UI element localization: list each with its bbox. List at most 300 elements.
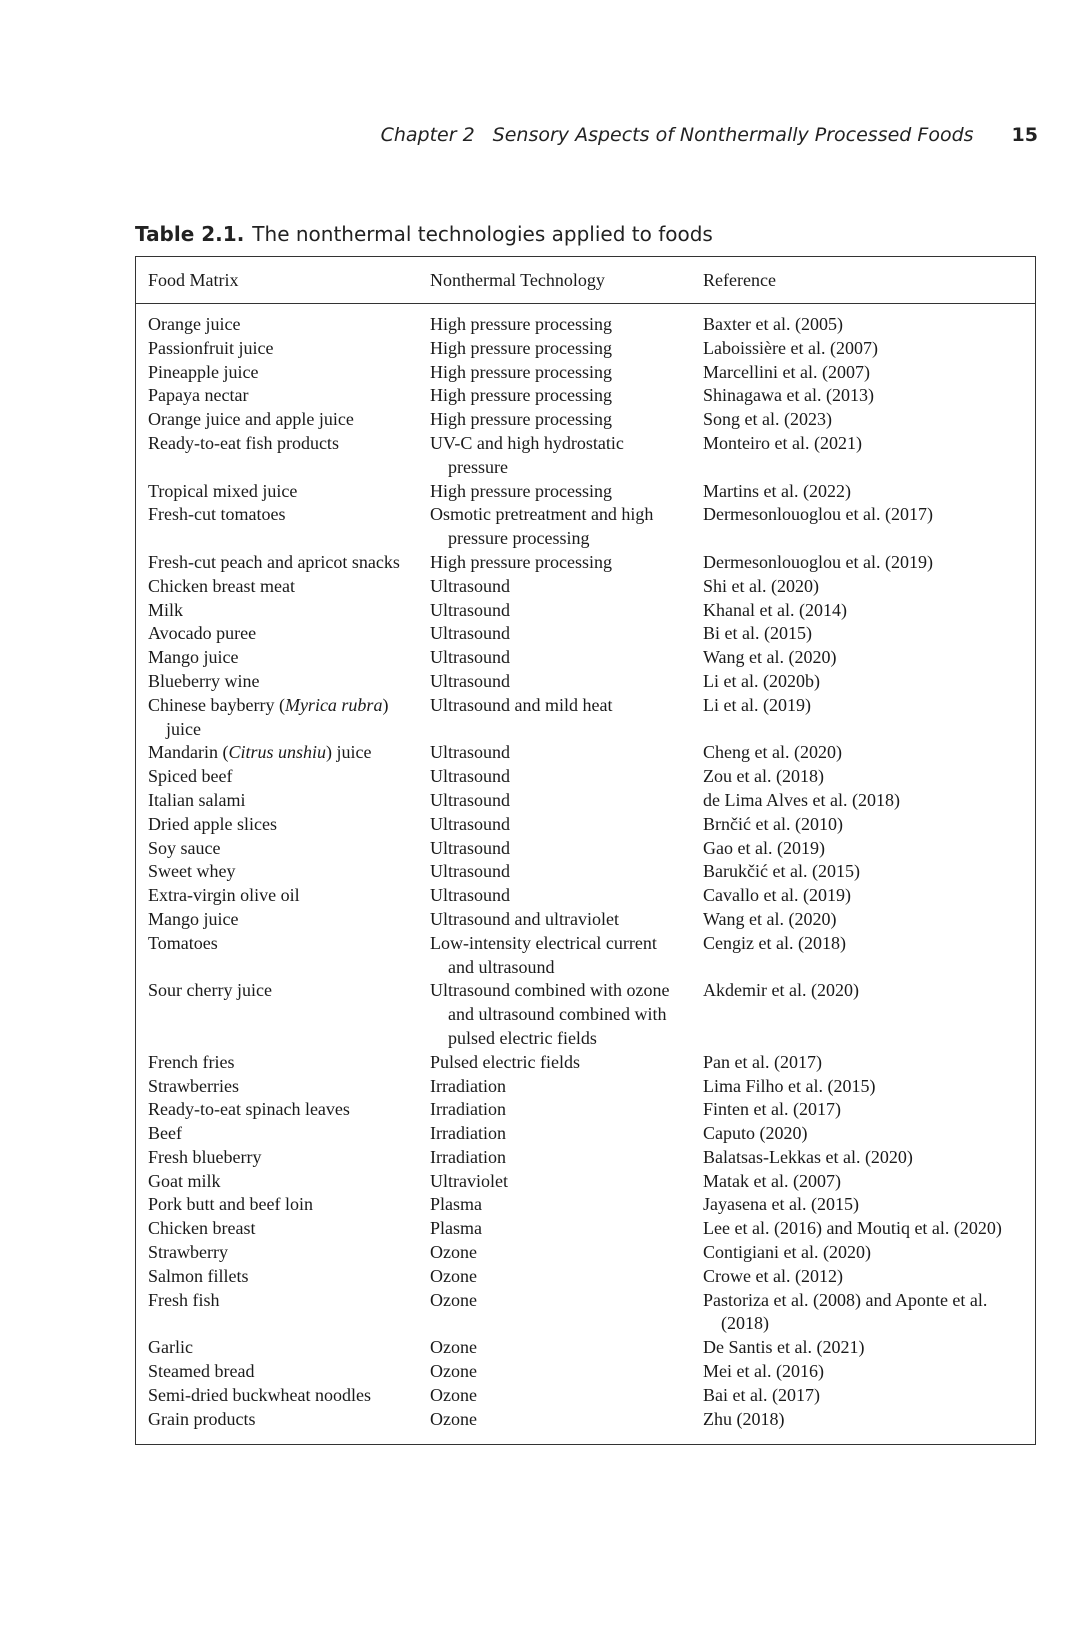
- food-matrix-cell: [136, 932, 430, 980]
- food-matrix-cell: [136, 813, 430, 837]
- reference-cell: [703, 932, 1035, 980]
- header-food-matrix: Food Matrix: [148, 269, 239, 290]
- chapter-label: Chapter 2: [380, 124, 475, 146]
- cell-line: Cengiz et al. (2018): [703, 932, 846, 953]
- food-matrix-cell: [136, 408, 430, 432]
- cell-line: Low-intensity electrical current: [430, 932, 657, 953]
- reference-cell: [703, 979, 1035, 1050]
- cell-line: Shinagawa et al. (2013): [703, 385, 874, 406]
- table-row: [136, 575, 1035, 599]
- table-row: [136, 551, 1035, 575]
- cell-line: Pulsed electric fields: [430, 1051, 580, 1072]
- cell-line: Cavallo et al. (2019): [703, 885, 851, 906]
- cell-line: Brnčić et al. (2010): [703, 813, 843, 834]
- technology-cell: [430, 1408, 703, 1432]
- cell-line: Grain products: [148, 1408, 256, 1429]
- cell-line: Chinese bayberry (Myrica rubra): [148, 694, 389, 715]
- food-matrix-cell: [136, 908, 430, 932]
- cell-line: Irradiation: [430, 1075, 506, 1096]
- cell-line: pressure: [448, 456, 508, 477]
- cell-line: Contigiani et al. (2020): [703, 1242, 871, 1263]
- cell-line: Orange juice and apple juice: [148, 409, 354, 430]
- cell-line: Ultrasound combined with ozone: [430, 980, 670, 1001]
- reference-cell: [703, 1217, 1035, 1241]
- food-matrix-cell: [136, 1384, 430, 1408]
- cell-line: Beef: [148, 1123, 182, 1144]
- table-row: [136, 1336, 1035, 1360]
- food-matrix-cell: [136, 1289, 430, 1337]
- technology-cell: [430, 860, 703, 884]
- technology-cell: [430, 979, 703, 1050]
- cell-line: Mandarin (Citrus unshiu) juice: [148, 742, 372, 763]
- cell-line: Laboissière et al. (2007): [703, 337, 878, 358]
- food-matrix-cell: [136, 1336, 430, 1360]
- cell-line: Ozone: [430, 1265, 477, 1286]
- technology-cell: [430, 503, 703, 551]
- technology-cell: [430, 813, 703, 837]
- cell-line: Ozone: [430, 1408, 477, 1429]
- reference-cell: [703, 1075, 1035, 1099]
- cell-line: Akdemir et al. (2020): [703, 980, 859, 1001]
- reference-cell: [703, 432, 1035, 480]
- table-row: [136, 622, 1035, 646]
- technology-cell: [430, 361, 703, 385]
- reference-cell: [703, 646, 1035, 670]
- table-row: [136, 1122, 1035, 1146]
- food-matrix-cell: [136, 1122, 430, 1146]
- technology-cell: [430, 908, 703, 932]
- table-row: [136, 670, 1035, 694]
- cell-line: Crowe et al. (2012): [703, 1265, 843, 1286]
- technology-cell: [430, 1217, 703, 1241]
- technology-cell: [430, 575, 703, 599]
- cell-line: UV-C and high hydrostatic: [430, 432, 624, 453]
- cell-line: de Lima Alves et al. (2018): [703, 789, 900, 810]
- cell-line: Irradiation: [430, 1123, 506, 1144]
- cell-line: Khanal et al. (2014): [703, 599, 847, 620]
- cell-line: Strawberries: [148, 1075, 239, 1096]
- food-matrix-cell: [136, 384, 430, 408]
- reference-cell: [703, 670, 1035, 694]
- technology-cell: [430, 646, 703, 670]
- reference-cell: [703, 408, 1035, 432]
- technology-cell: [430, 670, 703, 694]
- table-row: [136, 432, 1035, 480]
- reference-cell: [703, 908, 1035, 932]
- reference-cell: [703, 575, 1035, 599]
- cell-line: Ultrasound: [430, 623, 510, 644]
- cell-line: Pineapple juice: [148, 361, 259, 382]
- cell-line: Irradiation: [430, 1099, 506, 1120]
- cell-line: High pressure processing: [430, 551, 612, 572]
- cell-line: Wang et al. (2020): [703, 908, 837, 929]
- cell-line: Sour cherry juice: [148, 980, 272, 1001]
- technology-cell: [430, 932, 703, 980]
- cell-line: Caputo (2020): [703, 1123, 808, 1144]
- header-nonthermal-technology: Nonthermal Technology: [430, 269, 605, 290]
- technology-cell: [430, 1051, 703, 1075]
- reference-cell: [703, 622, 1035, 646]
- reference-cell: [703, 1051, 1035, 1075]
- cell-line: High pressure processing: [430, 337, 612, 358]
- technology-cell: [430, 789, 703, 813]
- reference-cell: [703, 503, 1035, 551]
- food-matrix-cell: [136, 646, 430, 670]
- technology-cell: [430, 1170, 703, 1194]
- cell-line: Steamed bread: [148, 1361, 255, 1382]
- table-row: [136, 789, 1035, 813]
- table-caption: [135, 222, 713, 246]
- cell-line: Gao et al. (2019): [703, 837, 825, 858]
- technology-cell: [430, 1289, 703, 1337]
- table-row: [136, 932, 1035, 980]
- cell-line: Plasma: [430, 1218, 482, 1239]
- cell-line: Goat milk: [148, 1170, 221, 1191]
- cell-line: Song et al. (2023): [703, 409, 832, 430]
- cell-line: Ultrasound: [430, 837, 510, 858]
- cell-line: Balatsas-Lekkas et al. (2020): [703, 1146, 913, 1167]
- cell-line: Marcellini et al. (2007): [703, 361, 870, 382]
- cell-line: Wang et al. (2020): [703, 647, 837, 668]
- cell-line: Lee et al. (2016) and Moutiq et al. (2020): [703, 1218, 1002, 1239]
- food-matrix-cell: [136, 979, 430, 1050]
- table-row: [136, 765, 1035, 789]
- food-matrix-cell: [136, 1051, 430, 1075]
- cell-line: Sweet whey: [148, 861, 236, 882]
- technology-cell: [430, 313, 703, 337]
- table-row: [136, 361, 1035, 385]
- cell-line: Plasma: [430, 1194, 482, 1215]
- data-table: [135, 256, 1036, 1445]
- cell-line: Osmotic pretreatment and high: [430, 504, 654, 525]
- food-matrix-cell: [136, 1193, 430, 1217]
- cell-line: Spiced beef: [148, 766, 233, 787]
- reference-cell: [703, 551, 1035, 575]
- cell-line: Baxter et al. (2005): [703, 314, 843, 334]
- food-matrix-cell: [136, 1408, 430, 1432]
- cell-line: Ultrasound: [430, 766, 510, 787]
- cell-line: Zhu (2018): [703, 1408, 785, 1429]
- cell-line: Ultrasound and ultraviolet: [430, 908, 619, 929]
- cell-line: Tomatoes: [148, 932, 218, 953]
- reference-cell: [703, 1336, 1035, 1360]
- cell-line: Bi et al. (2015): [703, 623, 812, 644]
- cell-line: French fries: [148, 1051, 235, 1072]
- technology-cell: [430, 837, 703, 861]
- cell-line: Ultrasound: [430, 575, 510, 596]
- reference-cell: [703, 765, 1035, 789]
- food-matrix-cell: [136, 622, 430, 646]
- food-matrix-cell: [136, 599, 430, 623]
- table-row: [136, 599, 1035, 623]
- cell-line: Dried apple slices: [148, 813, 277, 834]
- cell-line: Fresh fish: [148, 1289, 220, 1310]
- cell-line: De Santis et al. (2021): [703, 1337, 865, 1358]
- food-matrix-cell: [136, 1217, 430, 1241]
- cell-line: High pressure processing: [430, 480, 612, 501]
- cell-line: Strawberry: [148, 1242, 228, 1263]
- cell-line: Ozone: [430, 1384, 477, 1405]
- table-row: [136, 1193, 1035, 1217]
- cell-line: (2018): [721, 1313, 769, 1334]
- technology-cell: [430, 1122, 703, 1146]
- food-matrix-cell: [136, 741, 430, 765]
- reference-cell: [703, 480, 1035, 504]
- chapter-title: Sensory Aspects of Nonthermally Processed Foods: [492, 124, 974, 146]
- cell-line: Monteiro et al. (2021): [703, 432, 862, 453]
- food-matrix-cell: [136, 503, 430, 551]
- technology-cell: [430, 480, 703, 504]
- table-row: [136, 979, 1035, 1050]
- cell-line: Martins et al. (2022): [703, 480, 851, 501]
- table-row: [136, 1098, 1035, 1122]
- reference-cell: [703, 837, 1035, 861]
- food-matrix-cell: [136, 670, 430, 694]
- cell-line: Ready-to-eat fish products: [148, 432, 339, 453]
- technology-cell: [430, 599, 703, 623]
- cell-line: Semi-dried buckwheat noodles: [148, 1384, 371, 1405]
- cell-line: Ultrasound: [430, 789, 510, 810]
- table-row: [136, 860, 1035, 884]
- table-row: [136, 1075, 1035, 1099]
- cell-line: Mango juice: [148, 647, 239, 668]
- food-matrix-cell: [136, 1170, 430, 1194]
- food-matrix-cell: [136, 575, 430, 599]
- table-header-row: [136, 257, 1035, 304]
- reference-cell: [703, 1098, 1035, 1122]
- reference-cell: [703, 337, 1035, 361]
- reference-cell: [703, 1146, 1035, 1170]
- reference-cell: [703, 1122, 1035, 1146]
- table-row: [136, 1170, 1035, 1194]
- technology-cell: [430, 1265, 703, 1289]
- food-matrix-cell: [136, 361, 430, 385]
- reference-cell: [703, 599, 1035, 623]
- technology-cell: [430, 884, 703, 908]
- reference-cell: [703, 694, 1035, 742]
- technology-cell: [430, 694, 703, 742]
- cell-line: Lima Filho et al. (2015): [703, 1075, 876, 1096]
- table-row: [136, 503, 1035, 551]
- cell-line: Mango juice: [148, 908, 239, 929]
- table-row: [136, 741, 1035, 765]
- cell-line: and ultrasound combined with: [448, 1004, 667, 1025]
- reference-cell: [703, 741, 1035, 765]
- cell-line: Italian salami: [148, 789, 246, 810]
- cell-line: Cheng et al. (2020): [703, 742, 842, 763]
- cell-line: Mei et al. (2016): [703, 1361, 824, 1382]
- running-head-chapter: [381, 124, 974, 146]
- cell-line: Ultrasound: [430, 813, 510, 834]
- cell-line: Barukčić et al. (2015): [703, 861, 860, 882]
- cell-line: High pressure processing: [430, 314, 612, 334]
- cell-line: Li et al. (2020b): [703, 670, 820, 691]
- technology-cell: [430, 384, 703, 408]
- food-matrix-cell: [136, 1098, 430, 1122]
- technology-cell: [430, 622, 703, 646]
- food-matrix-cell: [136, 480, 430, 504]
- cell-line: Chicken breast meat: [148, 575, 295, 596]
- reference-cell: [703, 1170, 1035, 1194]
- cell-line: Tropical mixed juice: [148, 480, 298, 501]
- food-matrix-cell: [136, 860, 430, 884]
- cell-line: Garlic: [148, 1337, 193, 1358]
- technology-cell: [430, 408, 703, 432]
- table-row: [136, 813, 1035, 837]
- technology-cell: [430, 1360, 703, 1384]
- cell-line: Pork butt and beef loin: [148, 1194, 313, 1215]
- cell-line: Orange juice: [148, 314, 241, 334]
- running-head: [381, 124, 1038, 146]
- reference-cell: [703, 884, 1035, 908]
- reference-cell: [703, 1360, 1035, 1384]
- table-row: [136, 837, 1035, 861]
- reference-cell: [703, 1265, 1035, 1289]
- cell-line: Li et al. (2019): [703, 694, 811, 715]
- technology-cell: [430, 765, 703, 789]
- cell-line: Ozone: [430, 1242, 477, 1263]
- cell-line: Chicken breast: [148, 1218, 256, 1239]
- table-row: [136, 1289, 1035, 1337]
- table-row: [136, 1265, 1035, 1289]
- table-row: [136, 1217, 1035, 1241]
- table-row: [136, 884, 1035, 908]
- food-matrix-cell: [136, 1360, 430, 1384]
- table-row: [136, 694, 1035, 742]
- table-row: [136, 1146, 1035, 1170]
- cell-line: Fresh blueberry: [148, 1146, 262, 1167]
- food-matrix-cell: [136, 884, 430, 908]
- cell-line: Pastoriza et al. (2008) and Aponte et al.: [703, 1289, 988, 1310]
- reference-cell: [703, 1384, 1035, 1408]
- cell-line: Soy sauce: [148, 837, 221, 858]
- page-number: 15: [1011, 124, 1038, 146]
- table-row: [136, 313, 1035, 337]
- food-matrix-cell: [136, 337, 430, 361]
- cell-line: Passionfruit juice: [148, 337, 274, 358]
- technology-cell: [430, 741, 703, 765]
- cell-line: Ready-to-eat spinach leaves: [148, 1099, 350, 1120]
- technology-cell: [430, 1384, 703, 1408]
- reference-cell: [703, 1408, 1035, 1432]
- reference-cell: [703, 1241, 1035, 1265]
- table-row: [136, 1241, 1035, 1265]
- reference-cell: [703, 1289, 1035, 1337]
- food-matrix-cell: [136, 694, 430, 742]
- reference-cell: [703, 1193, 1035, 1217]
- cell-line: Bai et al. (2017): [703, 1384, 820, 1405]
- technology-cell: [430, 1336, 703, 1360]
- technology-cell: [430, 1075, 703, 1099]
- cell-line: Fresh-cut tomatoes: [148, 504, 286, 525]
- food-matrix-cell: [136, 765, 430, 789]
- food-matrix-cell: [136, 789, 430, 813]
- table-body: [136, 304, 1035, 1431]
- table-row: [136, 908, 1035, 932]
- reference-cell: [703, 789, 1035, 813]
- technology-cell: [430, 1098, 703, 1122]
- technology-cell: [430, 1241, 703, 1265]
- cell-line: Milk: [148, 599, 184, 620]
- cell-line: Jayasena et al. (2015): [703, 1194, 859, 1215]
- table-row: [136, 408, 1035, 432]
- food-matrix-cell: [136, 551, 430, 575]
- table-row: [136, 384, 1035, 408]
- technology-cell: [430, 337, 703, 361]
- cell-line: Ultrasound: [430, 885, 510, 906]
- cell-line: Ultrasound: [430, 670, 510, 691]
- cell-line: Ultraviolet: [430, 1170, 508, 1191]
- reference-cell: [703, 384, 1035, 408]
- cell-line: Ozone: [430, 1289, 477, 1310]
- food-matrix-cell: [136, 1241, 430, 1265]
- table-row: [136, 646, 1035, 670]
- cell-line: Extra-virgin olive oil: [148, 885, 300, 906]
- food-matrix-cell: [136, 837, 430, 861]
- reference-cell: [703, 860, 1035, 884]
- cell-line: Salmon fillets: [148, 1265, 249, 1286]
- reference-cell: [703, 813, 1035, 837]
- cell-line: and ultrasound: [448, 956, 555, 977]
- cell-line: Irradiation: [430, 1146, 506, 1167]
- technology-cell: [430, 432, 703, 480]
- cell-line: Blueberry wine: [148, 670, 260, 691]
- table-row: [136, 1408, 1035, 1432]
- table-caption-label: Table 2.1.: [135, 222, 245, 246]
- cell-line: Fresh-cut peach and apricot snacks: [148, 551, 400, 572]
- table-row: [136, 337, 1035, 361]
- cell-line: Dermesonlouoglou et al. (2019): [703, 551, 933, 572]
- cell-line: Zou et al. (2018): [703, 766, 824, 787]
- header-reference: Reference: [703, 269, 776, 290]
- cell-line: juice: [166, 718, 201, 739]
- reference-cell: [703, 361, 1035, 385]
- technology-cell: [430, 1193, 703, 1217]
- table-row: [136, 1051, 1035, 1075]
- cell-line: High pressure processing: [430, 385, 612, 406]
- table-caption-text: The nonthermal technologies applied to foods: [252, 222, 713, 246]
- food-matrix-cell: [136, 1265, 430, 1289]
- cell-line: Avocado puree: [148, 623, 257, 644]
- table-row: [136, 1384, 1035, 1408]
- cell-line: Papaya nectar: [148, 385, 249, 406]
- food-matrix-cell: [136, 1146, 430, 1170]
- cell-line: Ozone: [430, 1361, 477, 1382]
- cell-line: Dermesonlouoglou et al. (2017): [703, 504, 933, 525]
- reference-cell: [703, 313, 1035, 337]
- cell-line: Ultrasound: [430, 861, 510, 882]
- cell-line: High pressure processing: [430, 409, 612, 430]
- table-row: [136, 1360, 1035, 1384]
- cell-line: High pressure processing: [430, 361, 612, 382]
- cell-line: pulsed electric fields: [448, 1027, 597, 1048]
- cell-line: Ozone: [430, 1337, 477, 1358]
- cell-line: Finten et al. (2017): [703, 1099, 841, 1120]
- cell-line: Ultrasound: [430, 742, 510, 763]
- cell-line: Shi et al. (2020): [703, 575, 819, 596]
- food-matrix-cell: [136, 1075, 430, 1099]
- table-row: [136, 480, 1035, 504]
- technology-cell: [430, 1146, 703, 1170]
- food-matrix-cell: [136, 432, 430, 480]
- technology-cell: [430, 551, 703, 575]
- food-matrix-cell: [136, 313, 430, 337]
- cell-line: Pan et al. (2017): [703, 1051, 822, 1072]
- cell-line: Ultrasound: [430, 647, 510, 668]
- cell-line: pressure processing: [448, 528, 590, 549]
- cell-line: Ultrasound: [430, 599, 510, 620]
- cell-line: Ultrasound and mild heat: [430, 694, 613, 715]
